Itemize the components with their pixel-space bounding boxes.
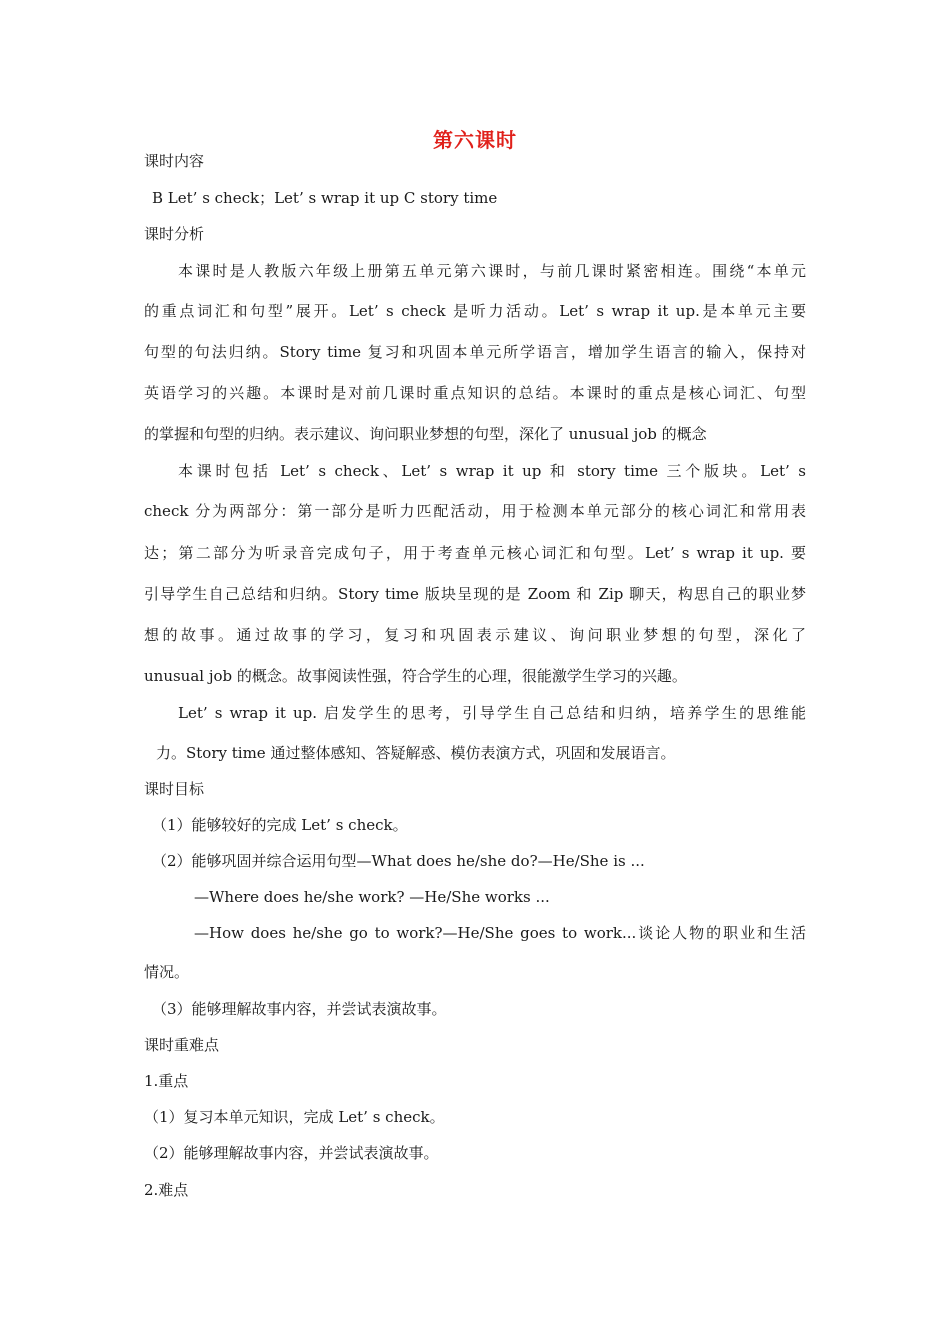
analysis-p3-line: Let’ s wrap it up. 启发学生的思考，引导学生自己总结和归纳，培养学生的思维能 (178, 704, 806, 722)
content-heading: 课时内容 (144, 152, 205, 170)
difficult-heading: 2.难点 (144, 1181, 189, 1199)
analysis-p1-line: 的重点词汇和句型”展开。Let’ s check 是听力活动。Let’ s wrap it up.是本单元主要 (144, 302, 806, 320)
analysis-p1-line: 本课时是人教版六年级上册第五单元第六课时，与前几课时紧密相连。围绕“本单元 (178, 262, 806, 280)
goal-item-2-line: —How does he/she go to work?—He/She goes to work...谈论人物的职业和生活 (194, 924, 806, 942)
analysis-p2-line: 想的故事。通过故事的学习，复习和巩固表示建议、询问职业梦想的句型，深化了 (144, 626, 806, 644)
analysis-p1-line: 英语学习的兴趣。本课时是对前几课时重点知识的总结。本课时的重点是核心词汇、句型 (144, 384, 806, 402)
analysis-heading: 课时分析 (144, 225, 205, 243)
keypoints-heading: 课时重难点 (144, 1036, 220, 1054)
key-item-1: （1）复习本单元知识，完成 Let’ s check。 (144, 1108, 445, 1126)
goals-heading: 课时目标 (144, 780, 205, 798)
analysis-p3-line: 力。Story time 通过整体感知、答疑解惑、模仿表演方式，巩固和发展语言。 (156, 744, 676, 762)
analysis-p2-line: unusual job 的概念。故事阅读性强，符合学生的心理，很能激学生学习的兴趣。 (144, 667, 687, 685)
key-heading: 1.重点 (144, 1072, 189, 1090)
goal-item-2-line: 情况。 (144, 963, 190, 981)
goal-item-2-line: —Where does he/she work? —He/She works ... (194, 888, 550, 906)
analysis-p2-line: check 分为两部分：第一部分是听力匹配活动，用于检测本单元部分的核心词汇和常用表 (144, 502, 806, 520)
analysis-p1-line: 的掌握和句型的归纳。表示建议、询问职业梦想的句型，深化了 unusual job 的概念 (144, 425, 707, 443)
content-text: B Let’ s check；Let’ s wrap it up C story time (152, 189, 498, 207)
analysis-p2-line: 达；第二部分为听录音完成句子，用于考查单元核心词汇和句型。Let’ s wrap it up. 要 (144, 544, 806, 562)
analysis-p2-line: 本课时包括 Let’ s check、Let’ s wrap it up 和 story time 三个版块。Let’ s (178, 462, 806, 480)
goal-item-2: （2）能够巩固并综合运用句型—What does he/she do?—He/She is ... (152, 852, 645, 870)
goal-item-3: （3）能够理解故事内容，并尝试表演故事。 (152, 1000, 447, 1018)
key-item-2: （2）能够理解故事内容，并尝试表演故事。 (144, 1144, 439, 1162)
analysis-p2-line: 引导学生自己总结和归纳。Story time 版块呈现的是 Zoom 和 Zip 聊天，构思自己的职业梦 (144, 585, 806, 603)
goal-item-1: （1）能够较好的完成 Let’ s check。 (152, 816, 408, 834)
analysis-p1-line: 句型的句法归纳。Story time 复习和巩固本单元所学语言，增加学生语言的输入，保持对 (144, 343, 806, 361)
document-title: 第六课时 (433, 128, 517, 152)
